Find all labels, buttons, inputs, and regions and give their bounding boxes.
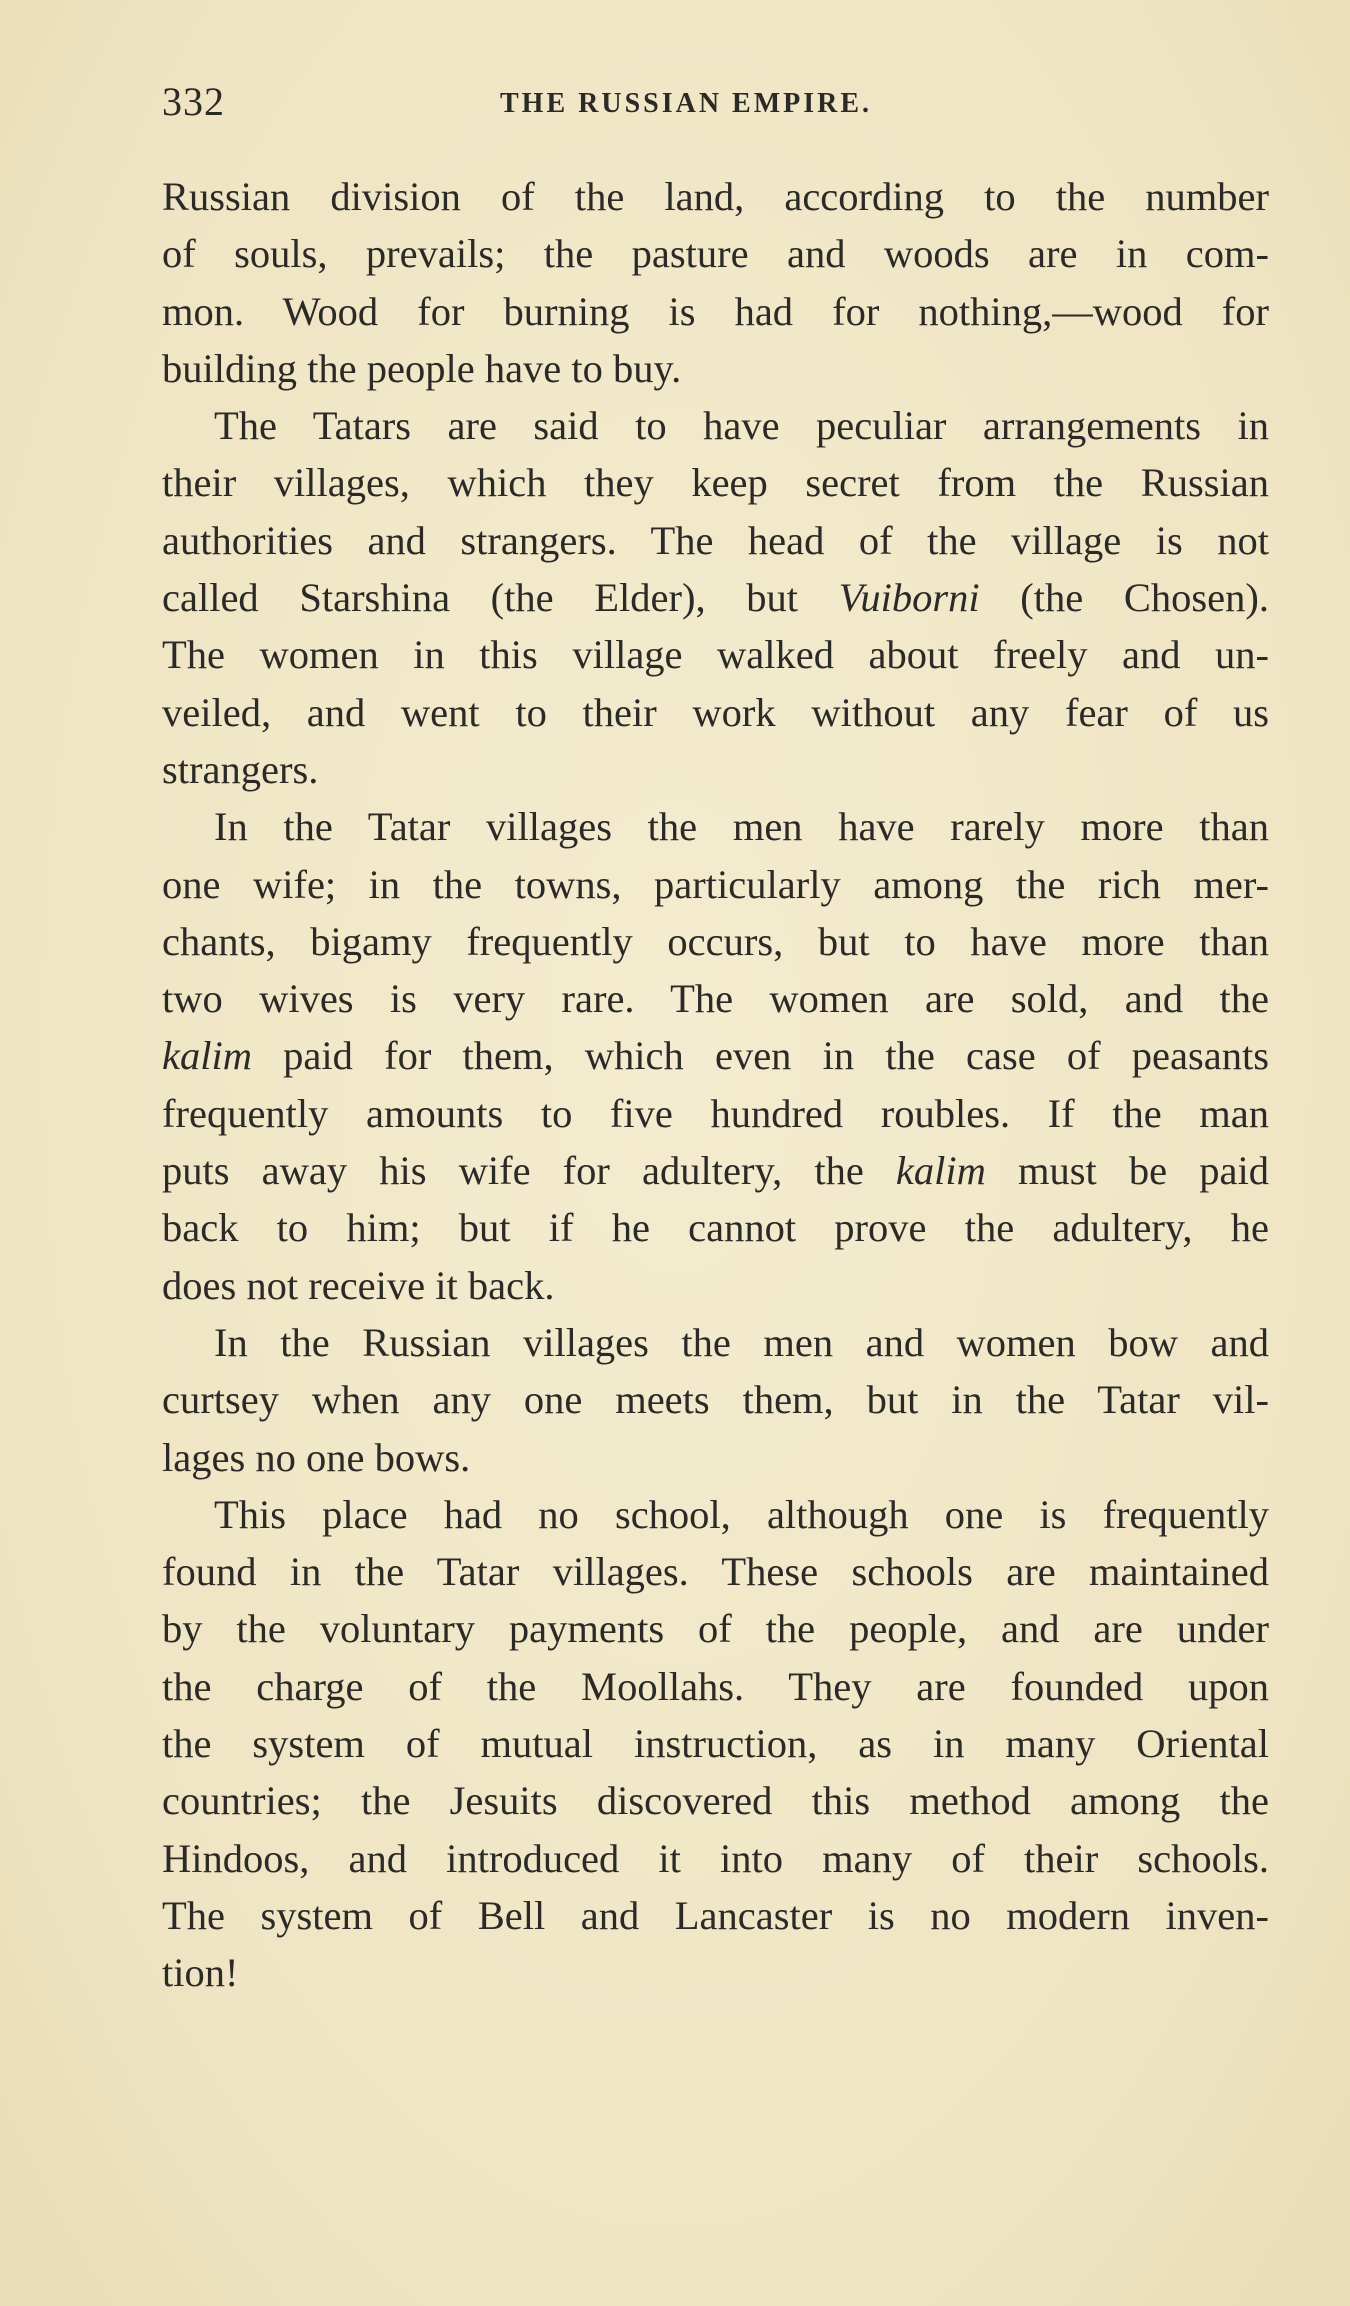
italic-term: kalim [162, 1033, 252, 1079]
text-line: The system of Bell and Lancaster is no modern inven- [162, 1892, 1269, 1938]
text-line [162, 1142, 1269, 1199]
text-line: two wives is very rare. The women are sold, and the [162, 976, 1269, 1022]
running-head: THE RUSSIAN EMPIRE. [500, 88, 873, 119]
text-line: veiled, and went to their work without any fear of us [162, 689, 1269, 735]
text-line: of souls, prevails; the pasture and woods are in com- [162, 231, 1269, 277]
text-line: Hindoos, and introduced it into many of their schools. [162, 1835, 1269, 1881]
text-line [162, 1027, 1269, 1084]
text-segment: must be paid [985, 1148, 1269, 1194]
text-line: In the Tatar villages the men have rarely more than [214, 804, 1269, 850]
text-line: lages no one bows. [162, 1434, 471, 1480]
text-line: back to him; but if he cannot prove the adultery, he [162, 1205, 1269, 1251]
text-line: chants, bigamy frequently occurs, but to have more than [162, 918, 1269, 964]
text-line: the system of mutual instruction, as in many Oriental [162, 1721, 1269, 1767]
text-line [162, 569, 1269, 626]
text-line: does not receive it back. [162, 1262, 555, 1308]
text-line: Russian division of the land, according to the number [162, 174, 1269, 219]
text-segment: (the Chosen). [979, 575, 1269, 621]
body-text [162, 168, 1269, 2002]
text-segment: puts away his wife for adultery, the [162, 1148, 896, 1194]
text-line: curtsey when any one meets them, but in the Tatar vil- [162, 1377, 1269, 1423]
text-line: their villages, which they keep secret from the Russian [162, 460, 1269, 506]
text-line: by the voluntary payments of the people, and are under [162, 1606, 1269, 1652]
text-line: countries; the Jesuits discovered this method among the [162, 1778, 1269, 1824]
text-line: This place had no school, although one is frequently [214, 1491, 1269, 1537]
italic-term: kalim [895, 1148, 986, 1194]
text-line: frequently amounts to five hundred roubles. If the man [162, 1090, 1269, 1136]
italic-term: Vuiborni [838, 575, 980, 621]
text-segment: called Starshina (the Elder), but [162, 575, 839, 621]
text-line: authorities and strangers. The head of the village is not [162, 517, 1269, 563]
page-header [162, 78, 1269, 138]
text-line: one wife; in the towns, particularly among the rich mer- [162, 861, 1269, 907]
text-line: building the people have to buy. [162, 345, 682, 391]
text-line: mon. Wood for burning is had for nothing,—wood for [162, 288, 1269, 334]
text-line: The Tatars are said to have peculiar arrangements in [214, 403, 1269, 449]
text-line: found in the Tatar villages. These schools are maintained [162, 1549, 1269, 1595]
text-line: the charge of the Moollahs. They are founded upon [162, 1663, 1269, 1709]
text-line: tion! [162, 1950, 239, 1996]
page-number: 332 [162, 79, 225, 124]
text-line: The women in this village walked about freely and un- [162, 632, 1269, 678]
text-line: strangers. [162, 746, 319, 792]
text-line: In the Russian villages the men and women bow and [214, 1319, 1269, 1365]
text-segment: paid for them, which even in the case of peasants [251, 1033, 1269, 1079]
